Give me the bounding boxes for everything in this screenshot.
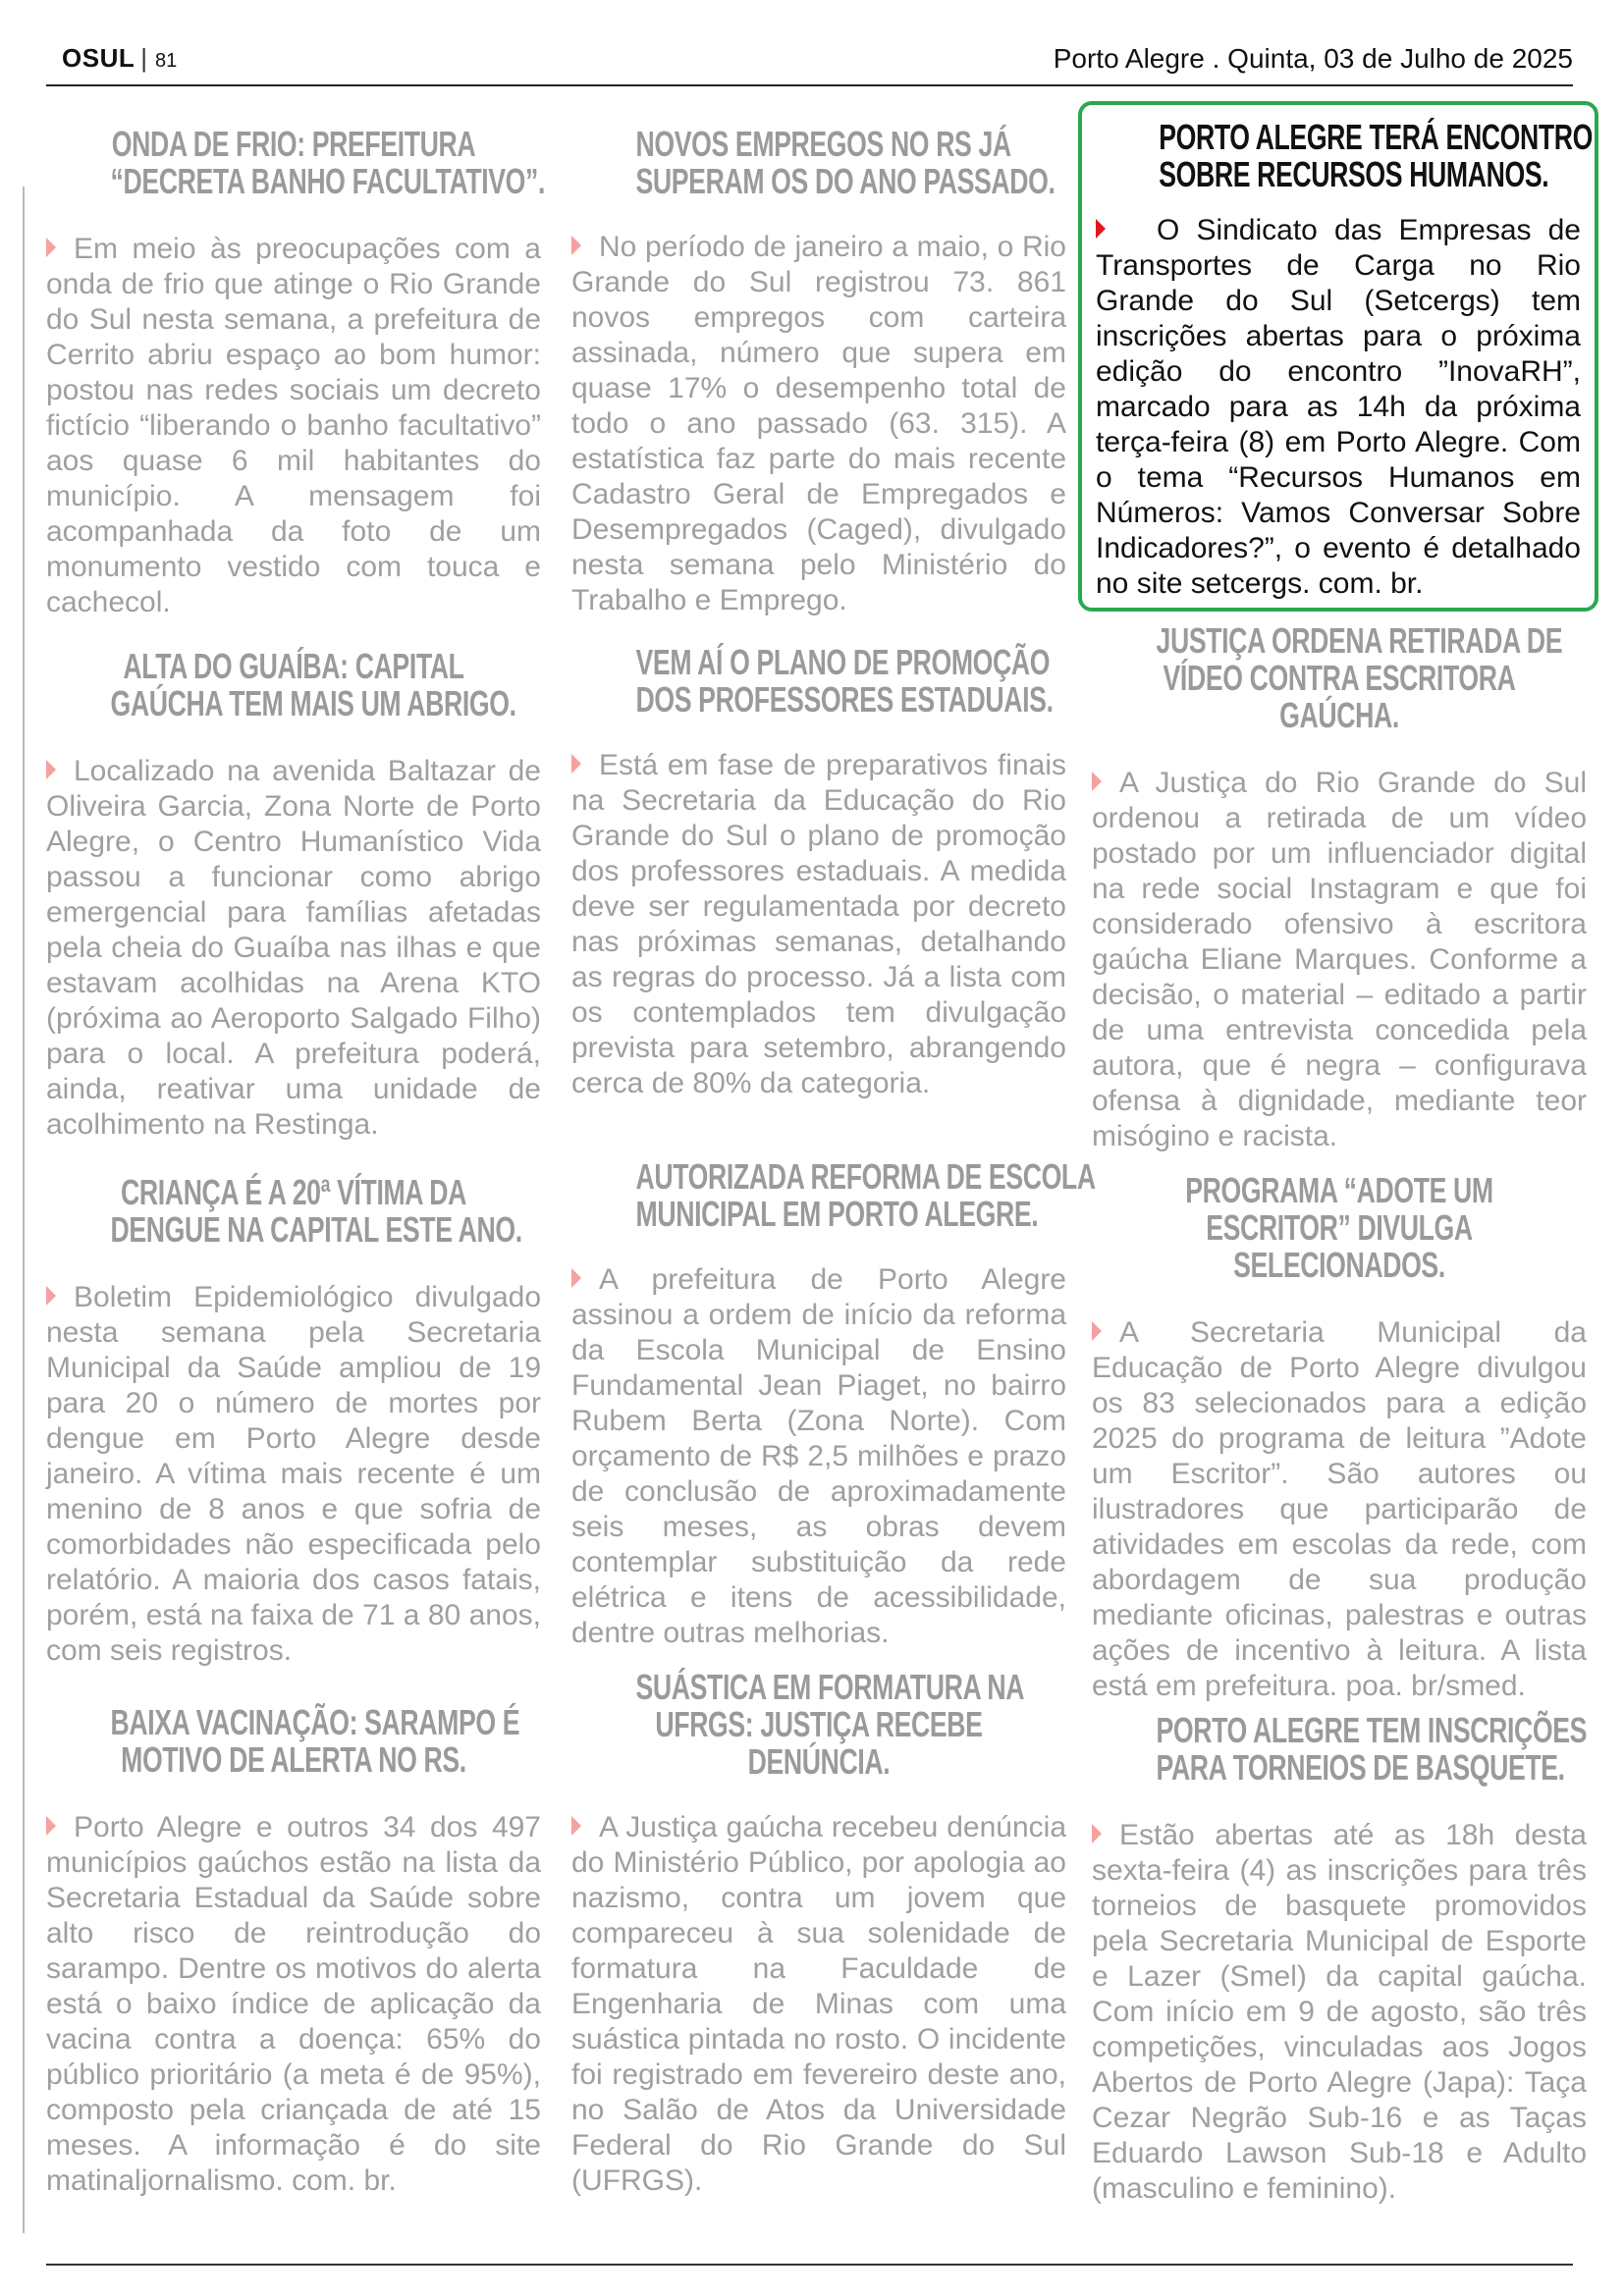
article-title: ALTA DO GUAÍBA: CAPITAL GAÚCHA TEM MAIS UM ABRIGO. [110,646,516,723]
bullet-arrow-icon [1092,1321,1102,1341]
article-school-reform [571,1156,1096,1651]
article-guaiba-shelter [46,648,541,1143]
article-body: Porto Alegre e outros 34 dos 497 municípios gaúchos estão na lista da Secretaria Estadual da Saúde sobre alto risco de reintrodução do sarampo. Dentre os motivos do alerta está o baixo índice de aplicação da vacina contra a doença: 65% do público prioritário (a meta é de 95%), composto pela criançada de até 15 meses. A informação é do site matinaljornalismo. com. br. [46,1811,541,2197]
bullet-arrow-icon [46,1816,56,1836]
featured-article-box [1078,101,1598,612]
bullet-arrow-icon [571,1268,581,1288]
article-teachers-promotion [571,644,1066,1101]
article-body: Estão abertas até as 18h desta sexta-feira (4) as inscrições para três torneios de basquete promovidos pela Secretaria Municipal de Esporte e Lazer (Smel) da capital gaúcha. Com início em 9 de agosto, são três competições, vinculadas aos Jogos Abertos de Porto Alegre (Japa): Taça Cezar Negrão Sub-16 e as Taças Eduardo Lawson Sub-18 e Adulto (masculino e feminino). [1092,1819,1587,2205]
article-title: BAIXA VACINAÇÃO: SARAMPO É MOTIVO DE ALERTA NO RS. [110,1702,520,1780]
article-title: NOVOS EMPREGOS NO RS JÁ SUPERAM OS DO ANO PASSADO. [635,124,1056,201]
article-body: Boletim Epidemiológico divulgado nesta semana pela Secretaria Municipal da Saúde ampliou de 19 para 20 o número de mortes por dengue em Porto Alegre desde janeiro. A vítima mais recente é um menino de 8 anos e que sofria de comorbidades não especificada pelo relatório. A maioria dos casos fatais, porém, está na faixa de 71 a 80 anos, com seis registros. [46,1281,541,1667]
featured-article-title: PORTO ALEGRE TERÁ ENCONTRO SOBRE RECURSOS HUMANOS. [1159,117,1594,194]
article-title: AUTORIZADA REFORMA DE ESCOLA MUNICIPAL EM PORTO ALEGRE. [635,1156,1096,1234]
page-number: 81 [155,50,178,72]
article-body: Localizado na avenida Baltazar de Oliveira Garcia, Zona Norte de Porto Alegre, o Centro Humanístico Vida passou a funcionar como abrigo emergencial para famílias afetadas pela cheia do Guaíba nas ilhas e que estavam acolhidas na Arena KTO (próxima ao Aeroporto Salgado Filho) para o local. A prefeitura poderá, ainda, reativar uma unidade de acolhimento na Restinga. [46,755,541,1141]
article-ufrgs-swastika [571,1669,1066,2199]
bullet-arrow-icon [46,238,56,257]
article-title: ONDA DE FRIO: PREFEITURA “DECRETA BANHO FACULTATIVO”. [110,124,546,201]
article-title: SUÁSTICA EM FORMATURA NA UFRGS: JUSTIÇA RECEBE DENÚNCIA. [635,1667,1025,1782]
article-basketball [1092,1712,1587,2207]
article-body: No período de janeiro a maio, o Rio Grande do Sul registrou 73. 861 novos empregos com carteira assinada, número que supera em quase 17% o desempenho total de todo o ano passado (63. 315). A estatística faz parte do mais recente Cadastro Geral de Empregados e Desempregados (Caged), divulgado nesta semana pelo Ministério do Trabalho e Emprego. [571,231,1066,616]
header-divider [46,84,1573,86]
bullet-arrow-icon [46,760,56,779]
page-header [46,39,1573,80]
article-title: PROGRAMA “ADOTE UM ESCRITOR” DIVULGA SELECIONADOS. [1185,1170,1493,1285]
bullet-arrow-icon [1092,1824,1102,1843]
article-title: CRIANÇA É A 20ª VÍTIMA DA DENGUE NA CAPITAL ESTE ANO. [110,1172,522,1250]
left-margin-rule [23,187,25,2233]
article-body: A Secretaria Municipal da Educação de Porto Alegre divulgou os 83 selecionados para a edição 2025 do programa de leitura ”Adote um Escritor”. São autores ou ilustradores que participarão de atividades em escolas da rede, com abordagem de sua produção mediante oficinas, palestras e outras ações de incentivo à leitura. A lista está em prefeitura. poa. br/smed. [1092,1316,1587,1702]
article-title: PORTO ALEGRE TEM INSCRIÇÕES PARA TORNEIOS DE BASQUETE. [1156,1710,1588,1788]
bullet-arrow-icon [46,1286,56,1306]
footer-divider [46,2264,1573,2266]
article-body: Em meio às preocupações com a onda de frio que atinge o Rio Grande do Sul nesta semana, a prefeitura de Cerrito abriu espaço ao bom humor: postou nas redes sociais um decreto fictício “liberando o banho facultativo” aos quase 6 mil habitantes do município. A mensagem foi acompanhada da foto de um monumento vestido com touca e cachecol. [46,233,541,618]
article-title: VEM AÍ O PLANO DE PROMOÇÃO DOS PROFESSORES ESTADUAIS. [635,642,1054,720]
bullet-arrow-icon [571,236,581,255]
article-cold-wave [46,124,546,620]
dateline: Porto Alegre . Quinta, 03 de Julho de 2025 [1053,43,1573,74]
article-body: Está em fase de preparativos finais na Secretaria da Educação do Rio Grande do Sul o plano de promoção dos professores estaduais. A medida deve ser regulamentada por decreto nas próximas semanas, detalhando as regras do processo. Já a lista com os contemplados tem divulgação prevista para setembro, abrangendo cerca de 80% da categoria. [571,749,1066,1099]
bullet-arrow-icon [571,754,581,774]
article-measles [46,1704,541,2199]
featured-article-body: O Sindicato das Empresas de Transportes de Carga no Rio Grande do Sul (Setcergs) tem inscrições abertas para o próxima edição do encontro ”InovaRH”, marcado para as 14h da próxima terça-feira (8) em Porto Alegre. Com o tema “Recursos Humanos em Números: Vamos Conversar Sobre Indicadores?”, o evento é detalhado no site setcergs. com. br. [1096,214,1581,600]
article-dengue [46,1174,541,1669]
article-body: A Justiça gaúcha recebeu denúncia do Ministério Público, por apologia ao nazismo, contra um jovem que compareceu à sua solenidade de formatura na Faculdade de Engenharia de Minas com uma suástica pintada no rosto. O incidente foi registrado em fevereiro deste ano, no Salão de Atos da Universidade Federal do Rio Grande do Sul (UFRGS). [571,1811,1066,2197]
article-title: JUSTIÇA ORDENA RETIRADA DE VÍDEO CONTRA ESCRITORA GAÚCHA. [1156,620,1563,735]
masthead: OSUL | 81 [62,43,178,73]
article-body: A prefeitura de Porto Alegre assinou a ordem de início da reforma da Escola Municipal de Ensino Fundamental Jean Piaget, no bairro Rubem Berta (Zona Norte). Com orçamento de R$ 2,5 milhões e prazo de conclusão de aproximadamente seis meses, as obras devem contemplar substituição da rede elétrica e itens de acessibilidade, dentre outras melhorias. [571,1263,1066,1649]
article-body: A Justiça do Rio Grande do Sul ordenou a retirada de um vídeo postado por um influenciador digital na rede social Instagram e que foi considerado ofensivo à escritora gaúcha Eliane Marques. Conforme a decisão, o material – editado a partir de uma entrevista concedida pela autora, que é negra – configurava ofensa à dignidade, mediante teor misógino e racista. [1092,767,1587,1152]
article-new-jobs [571,126,1066,618]
article-writer-video [1092,622,1587,1154]
bullet-arrow-icon [1096,219,1106,239]
article-adopt-writer [1092,1172,1587,1704]
publication-name: OSUL [62,43,135,73]
bullet-arrow-icon [1092,772,1102,791]
bullet-arrow-icon [571,1816,581,1836]
